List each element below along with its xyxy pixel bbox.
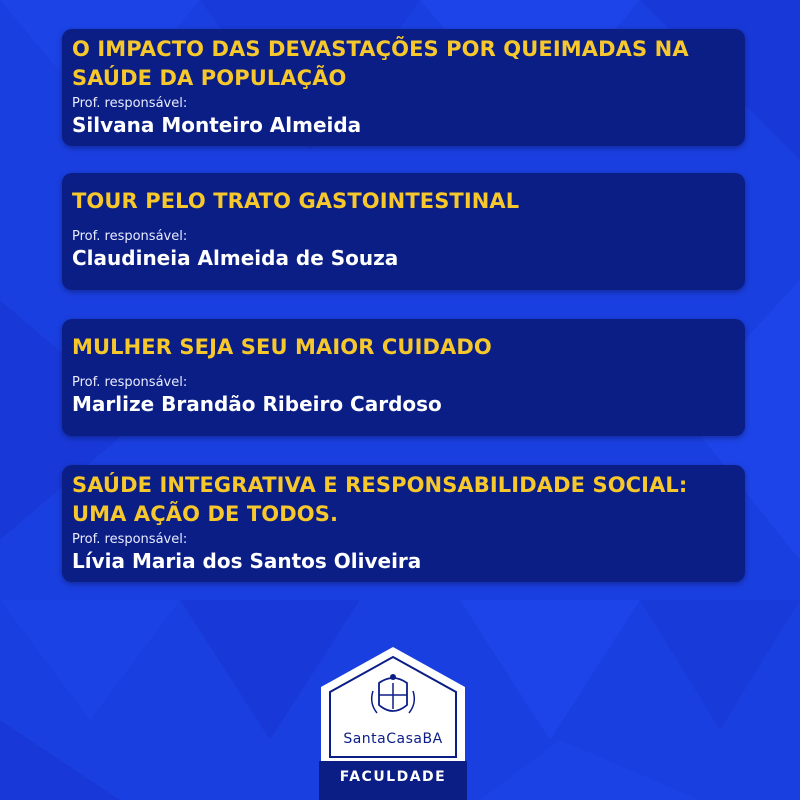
event-card: [62, 173, 745, 290]
prof-label: Prof. responsável:: [72, 532, 188, 547]
prof-name: Marlize Brandão Ribeiro Cardoso: [72, 392, 442, 416]
event-title: MULHER SEJA SEU MAIOR CUIDADO: [72, 335, 492, 359]
event-card: [62, 319, 745, 436]
event-card: [62, 29, 745, 146]
prof-label: Prof. responsável:: [72, 229, 188, 244]
faculdade-label: FACULDADE: [319, 761, 467, 800]
event-card: [62, 465, 745, 582]
event-title: TOUR PELO TRATO GASTOINTESTINAL: [72, 189, 520, 213]
prof-name: Lívia Maria dos Santos Oliveira: [72, 549, 422, 573]
prof-label: Prof. responsável:: [72, 375, 188, 390]
brand-name: SantaCasaBA: [343, 731, 443, 747]
event-title: O IMPACTO DAS DEVASTAÇÕES POR QUEIMADAS NA SAÚDE DA POPULAÇÃO: [72, 37, 689, 90]
event-title: SAÚDE INTEGRATIVA E RESPONSABILIDADE SOCIAL: UMA AÇÃO DE TODOS.: [72, 473, 688, 526]
prof-name: Silvana Monteiro Almeida: [72, 113, 362, 137]
prof-label: Prof. responsável:: [72, 96, 188, 111]
santacasa-logo: [319, 645, 467, 800]
prof-name: Claudineia Almeida de Souza: [72, 246, 399, 270]
